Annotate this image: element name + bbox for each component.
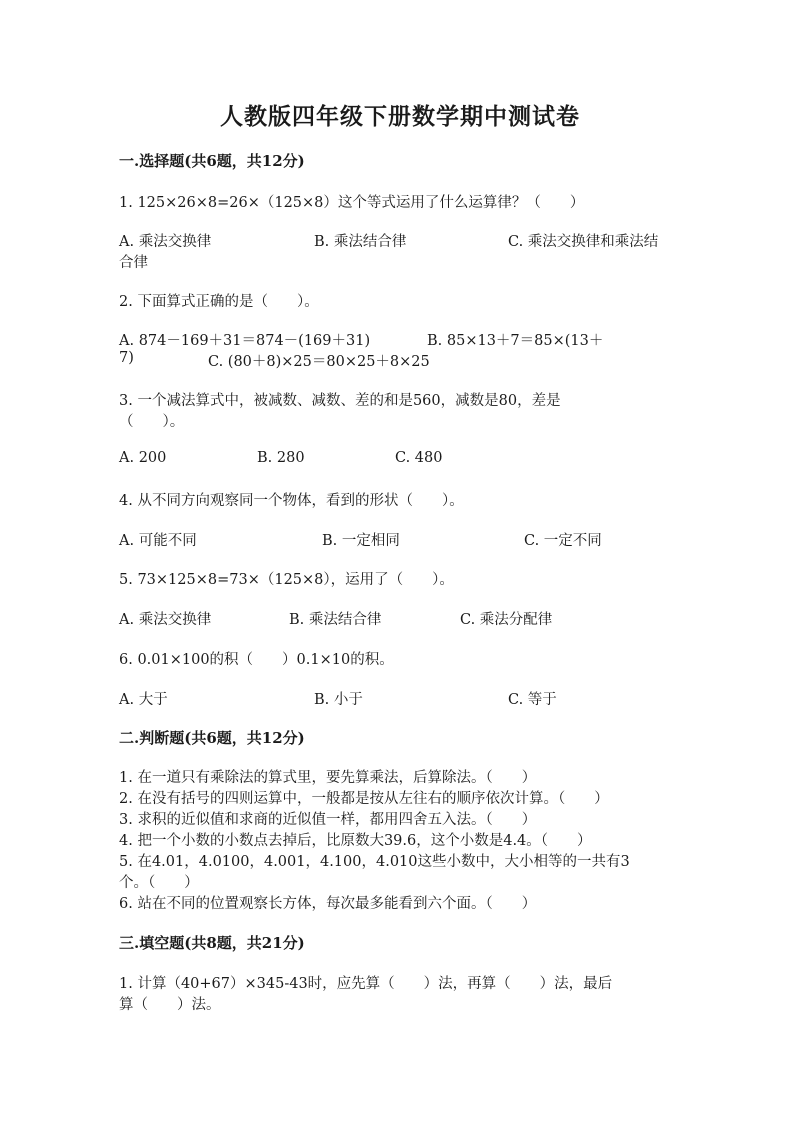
question-4-stem: 4. 从不同方向观察同一个物体，看到的形状（ ）。 [119,493,464,509]
judgement-item-continued: 个。（ ） [119,875,199,891]
section-heading-choice: 一.选择题(共6题，共12分) [119,152,305,170]
question-2-stem: 2. 下面算式正确的是（ ）。 [119,294,319,310]
fill-in-question-1-stem: 1. 计算（40+67）×345-43时，应先算（ ）法，再算（ ）法，最后 [119,976,613,992]
question-1-option-c: C. 乘法交换律和乘法结 [508,234,659,250]
judgement-item: 4. 把一个小数的小数点去掉后，比原数大39.6，这个小数是4.4。（ ） [119,833,592,849]
question-3-stem: 3. 一个减法算式中，被减数、减数、差的和是560，减数是80，差是 [119,393,561,409]
question-6-option-a: A. 大于 [119,692,168,708]
judgement-item: 3. 求积的近似值和求商的近似值一样，都用四舍五入法。（ ） [119,812,537,828]
question-6-option-b: B. 小于 [314,692,363,708]
judgement-item: 6. 站在不同的位置观察长方体，每次最多能看到六个面。（ ） [119,896,537,912]
question-1-option-a: A. 乘法交换律 [119,234,212,250]
question-5-option-a: A. 乘法交换律 [119,612,212,628]
question-5-option-b: B. 乘法结合律 [289,612,382,628]
question-6-stem: 6. 0.01×100的积（ ）0.1×10的积。 [119,652,394,668]
question-2-option-b: B. 85×13＋7＝85×(13＋ [427,333,604,349]
question-6-option-c: C. 等于 [508,692,557,708]
question-3-option-a: A. 200 [119,450,167,466]
question-4-option-a: A. 可能不同 [119,533,197,549]
judgement-item: 1. 在一道只有乘除法的算式里，要先算乘法，后算除法。（ ） [119,770,537,786]
question-5-option-c: C. 乘法分配律 [460,612,553,628]
question-3-option-c: C. 480 [395,450,443,466]
section-heading-judgement: 二.判断题(共6题，共12分) [119,729,305,747]
question-2-option-b-continued: 7) [119,350,134,366]
question-1-stem: 1. 125×26×8=26×（125×8）这个等式运用了什么运算律？（ ） [119,195,585,211]
question-2-option-c: C. (80＋8)×25＝80×25＋8×25 [208,354,430,370]
question-1-option-c-continued: 合律 [119,255,148,271]
question-4-option-c: C. 一定不同 [524,533,602,549]
judgement-item: 5. 在4.01，4.0100，4.001，4.100，4.010这些小数中，大小相等的一共有3 [119,854,630,870]
question-3-option-b: B. 280 [257,450,305,466]
question-5-stem: 5. 73×125×8=73×（125×8），运用了（ ）。 [119,572,454,588]
judgement-item: 2. 在没有括号的四则运算中，一般都是按从左往右的顺序依次计算。（ ） [119,791,609,807]
section-heading-fill-in: 三.填空题(共8题，共21分) [119,934,305,952]
question-1-option-b: B. 乘法结合律 [314,234,407,250]
fill-in-question-1-stem-continued: 算（ ）法。 [119,997,221,1013]
question-2-option-a: A. 874－169＋31＝874－(169＋31) [119,333,371,349]
page-title: 人教版四年级下册数学期中测试卷 [220,103,580,130]
question-4-option-b: B. 一定相同 [322,533,400,549]
question-3-stem-continued: （ ）。 [119,414,185,430]
